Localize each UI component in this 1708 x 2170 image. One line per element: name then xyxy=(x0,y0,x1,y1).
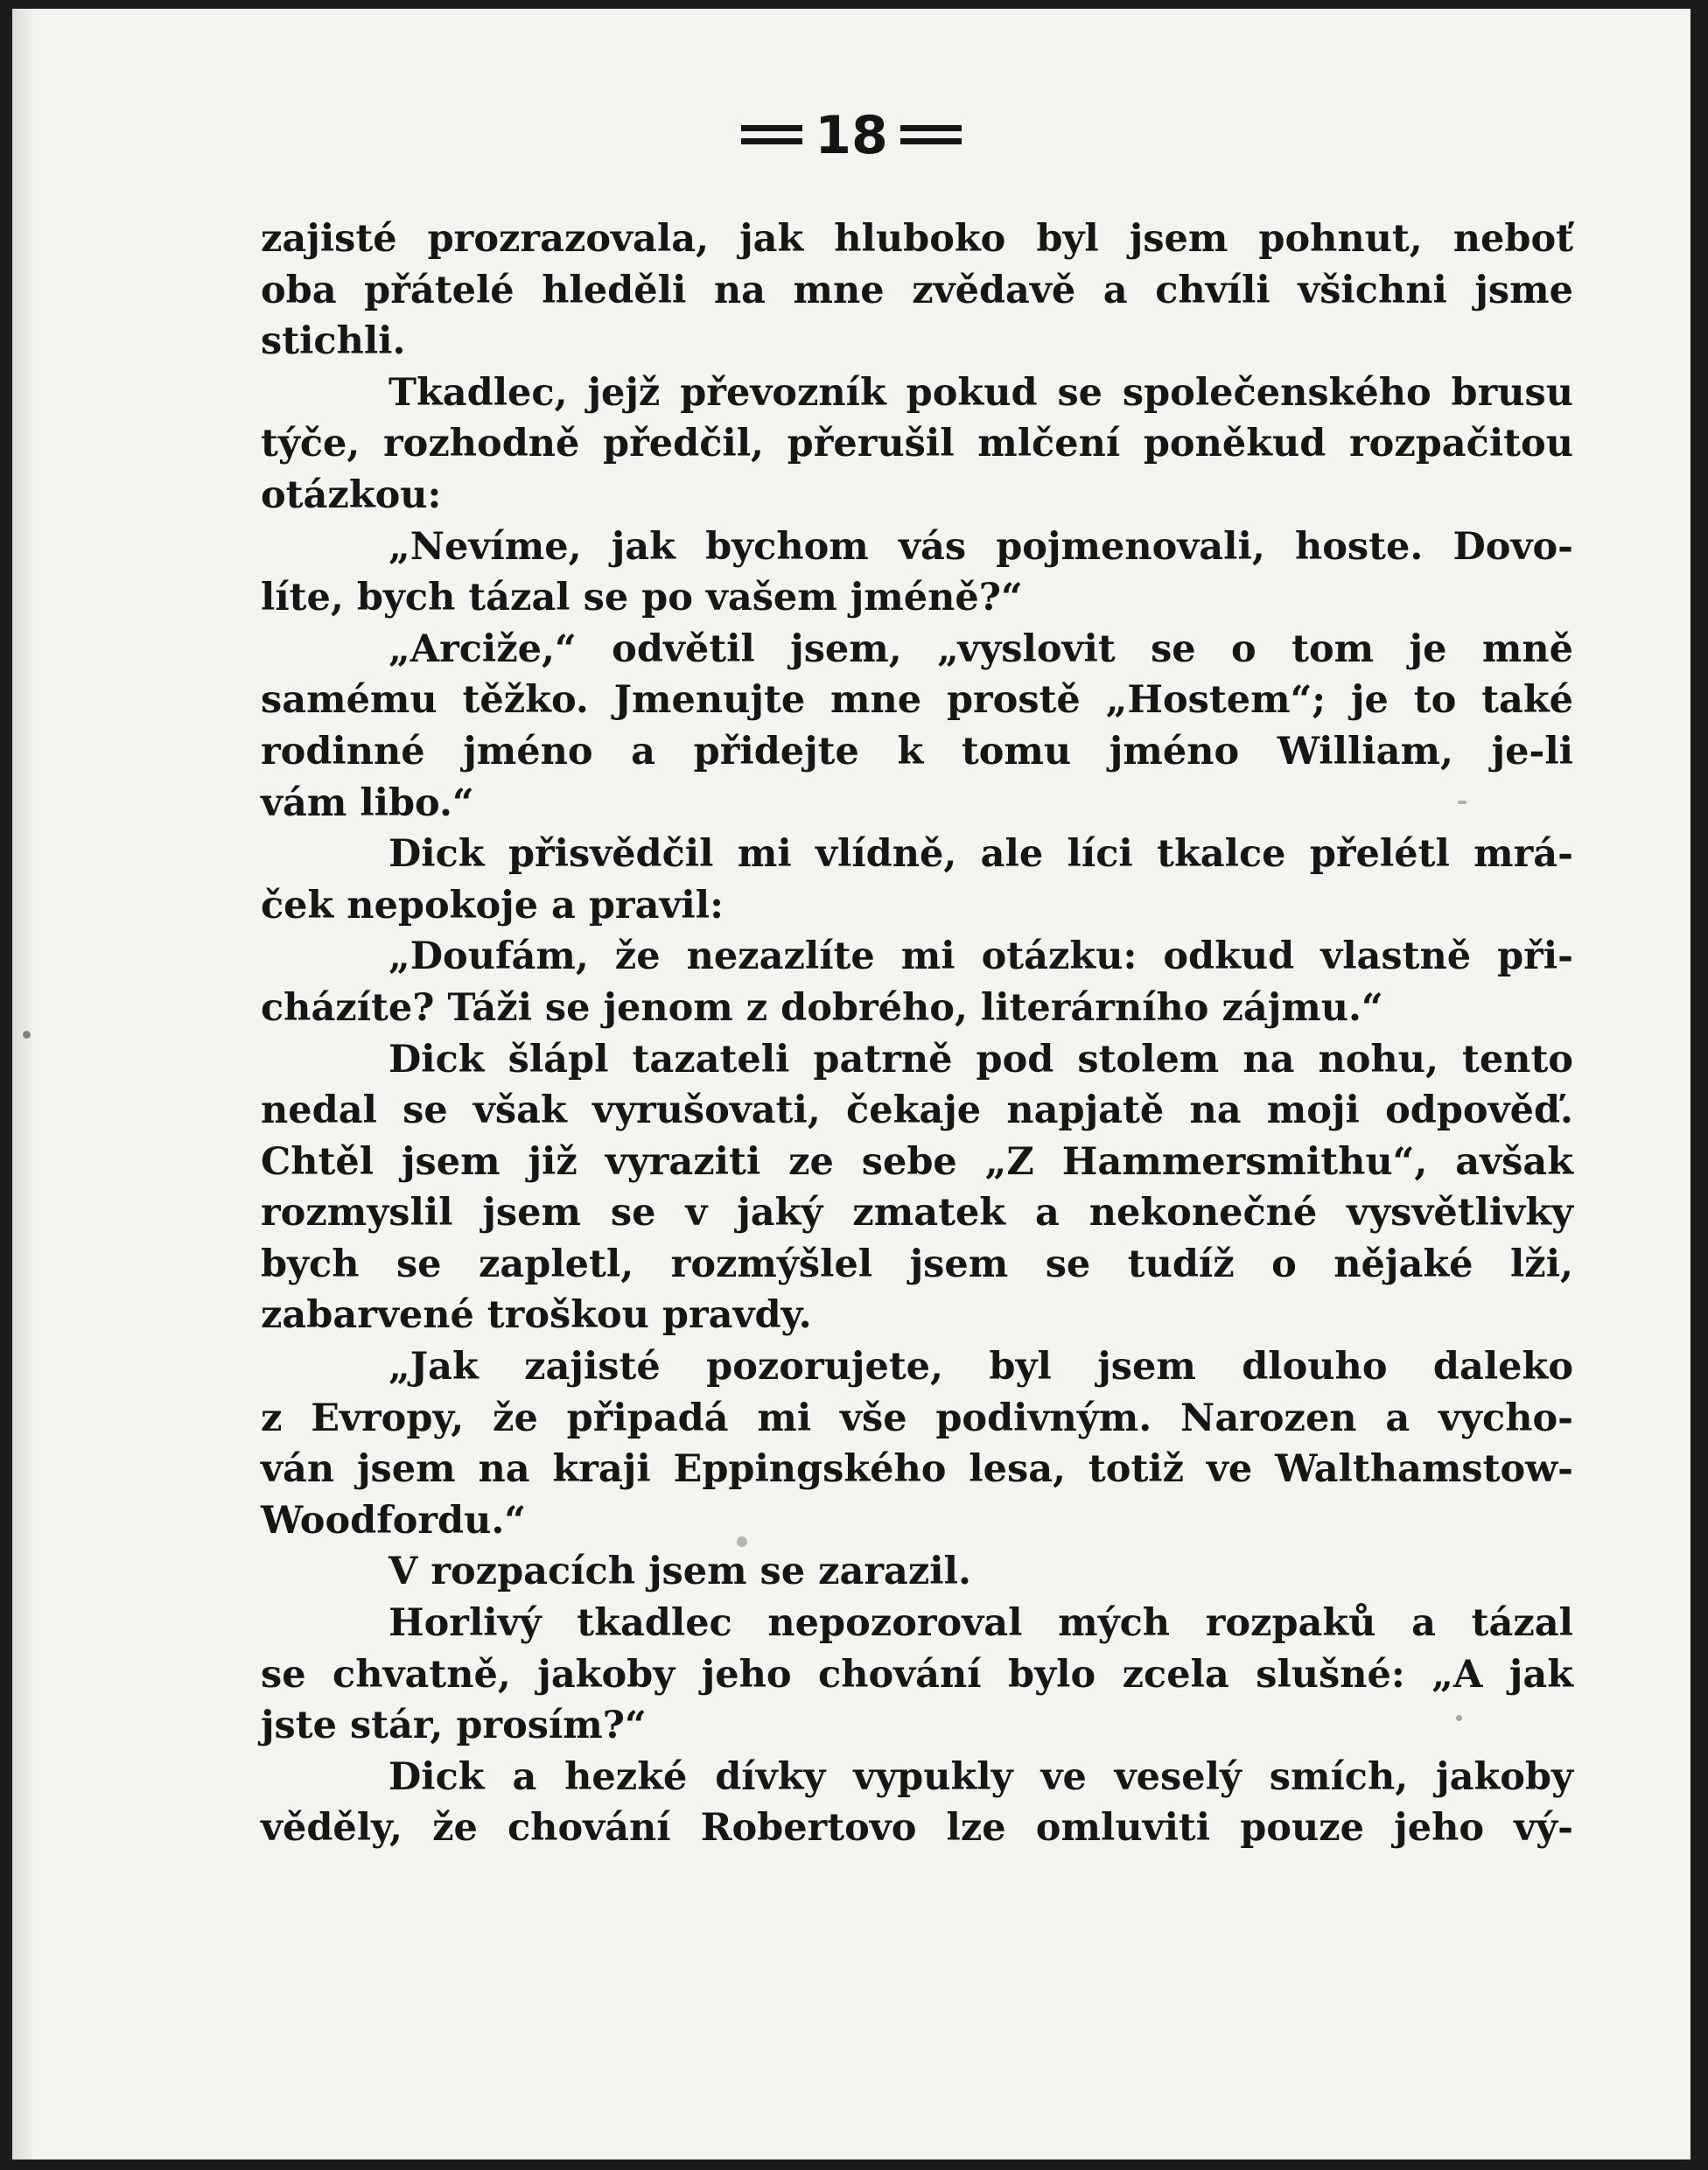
text-line: samému těžko. Jmenujte mne prostě „Hostem“; je to také xyxy=(261,678,1573,723)
text-line: otázkou: xyxy=(261,472,442,517)
text-line: ček nepokoje a pravil: xyxy=(261,883,724,928)
text-line: Horlivý tkadlec nepozoroval mých rozpaků a tázal xyxy=(388,1601,1573,1646)
print-speck xyxy=(1458,801,1466,804)
text-line: rozmyslil jsem se v jaký zmatek a nekonečné vysvětlivky xyxy=(261,1191,1573,1236)
print-speck xyxy=(737,1536,747,1547)
text-line: vám libo.“ xyxy=(261,780,474,825)
text-line: jste stár, prosím?“ xyxy=(261,1704,647,1748)
text-line: V rozpacích jsem se zarazil. xyxy=(388,1550,971,1594)
text-line: „Nevíme, jak bychom vás pojmenovali, hoste. Dovo- xyxy=(388,524,1573,569)
text-line: „Jak zajisté pozorujete, byl jsem dlouho daleko xyxy=(388,1345,1573,1390)
header-ornament-left xyxy=(741,125,802,144)
text-line: stichli. xyxy=(261,319,406,364)
text-line: Woodfordu.“ xyxy=(261,1498,527,1543)
text-line: týče, rozhodně předčil, přerušil mlčení poněkud rozpačitou xyxy=(261,422,1573,466)
text-line: Chtěl jsem již vyraziti ze sebe „Z Hammersmithu“, avšak xyxy=(261,1139,1573,1184)
page-number: 18 xyxy=(815,105,888,166)
text-line: Tkadlec, jejž převozník pokud se společenského brusu xyxy=(388,370,1573,415)
text-line: líte, bych tázal se po vašem jméně?“ xyxy=(261,576,1023,620)
text-line: „Doufám, že nezazlíte mi otázku: odkud vlastně při- xyxy=(388,934,1573,979)
text-line: bych se zapletl, rozmýšlel jsem se tudíž o nějaké lži, xyxy=(261,1242,1573,1286)
text-line: ván jsem na kraji Eppingského lesa, totiž ve Walthamstow- xyxy=(261,1447,1573,1492)
text-line: nedal se však vyrušovati, čekaje napjatě na moji odpověď. xyxy=(261,1088,1573,1133)
body-text xyxy=(261,214,1573,1854)
header-ornament-right xyxy=(900,125,962,144)
text-line: zabarvené troškou pravdy. xyxy=(261,1293,812,1338)
book-page xyxy=(12,9,1690,2160)
text-line: se chvatně, jakoby jeho chování bylo zcela slušné: „A jak xyxy=(261,1652,1573,1697)
text-line: „Arciže,“ odvětil jsem, „vyslovit se o tom je mně xyxy=(388,626,1573,671)
page-header xyxy=(12,105,1690,166)
print-speck xyxy=(23,1031,31,1039)
text-line: z Evropy, že připadá mi vše podivným. Narozen a vycho- xyxy=(261,1396,1573,1440)
text-line: Dick přisvědčil mi vlídně, ale líci tkalce přelétl mrá- xyxy=(388,832,1573,877)
print-speck xyxy=(1456,1715,1462,1721)
page-edge-shadow xyxy=(12,9,35,2160)
text-line: cházíte? Táži se jenom z dobrého, literárního zájmu.“ xyxy=(261,985,1383,1030)
text-line: rodinné jméno a přidejte k tomu jméno William, je-li xyxy=(261,729,1573,774)
text-line: Dick šlápl tazateli patrně pod stolem na nohu, tento xyxy=(388,1037,1573,1082)
text-line: zajisté prozrazovala, jak hluboko byl jsem pohnut, neboť xyxy=(261,217,1573,261)
text-line: Dick a hezké dívky vypukly ve veselý smích, jakoby xyxy=(388,1754,1573,1799)
text-line: oba přátelé hleděli na mne zvědavě a chvíli všichni jsme xyxy=(261,268,1573,312)
text-line: věděly, že chování Robertovo lze omluviti pouze jeho vý- xyxy=(261,1806,1573,1851)
